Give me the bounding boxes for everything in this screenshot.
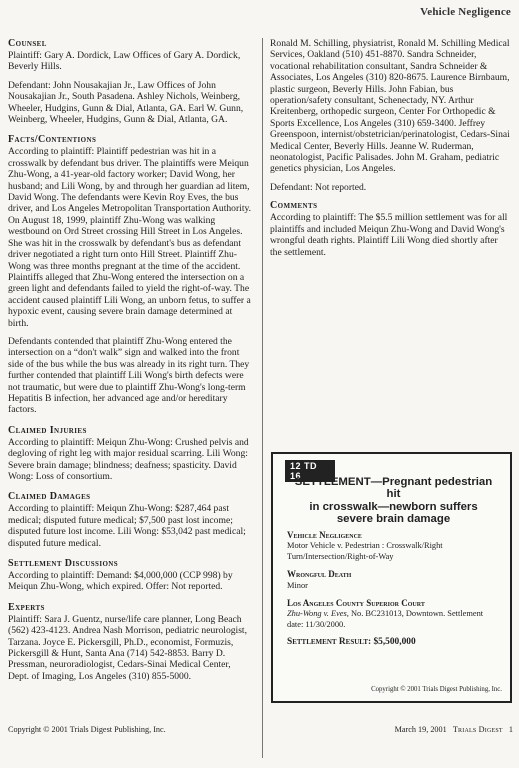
- comments-section: [270, 200, 510, 258]
- counsel-defendant: Defendant: John Nousakajian Jr., Law Offices of John Nousakajian Jr., South Pasadena. Ashley Nichols, Weinberg, Wheeler, Hudgins, Gunn & Dial, Atlanta, GA. Earl W. Gunn, Weinberg, Wheeler, Hudgins, Gunn & Dial, Atlanta, GA.: [8, 79, 244, 126]
- experts-text: Plaintiff: Sara J. Guentz, nurse/life care planner, Long Beach (562) 423-4123. Andrea Nash Morrison, pediatric neurologist, Tarzana. Joyce E. Pickersgill, Ph.D., economist, Formuzis, Pickersgill & Hunt, Santa Ana (714) 542-8853. Barry D. Pressman, neuroradiologist, Cedars-Sinai Medical Center, Dept. of Imaging, Los Angeles (310) 855-5000.: [8, 613, 247, 682]
- facts-defendant: Defendants contended that plaintiff Zhu-Wong entered the intersection on a “don't walk” sign and walked into the front side of the bus while the bus was already in its right turn. They further contended that plaintiff Lili Wong's birth defects were not traumatic, but were due to plaintiff Zhu-Wong's long-term Hepatitis B infection, her advanced age and/or hereditary factors.: [8, 335, 250, 416]
- result-value: $5,500,000: [371, 637, 416, 648]
- case-title: [291, 476, 496, 526]
- case-name: Zhu-Wong v. Eves,: [287, 609, 349, 619]
- case-category: [287, 530, 497, 562]
- counsel-plaintiff: Plaintiff: Gary A. Dordick, Law Offices of Gary A. Dordick, Beverly Hills.: [8, 50, 241, 73]
- counsel-section: [8, 38, 254, 125]
- column-divider: [262, 38, 263, 758]
- case-title-line-1: SETTLEMENT—Pregnant pedestrian hit: [294, 476, 493, 501]
- case-summary-box: [271, 452, 512, 703]
- subcategory-text: Minor: [287, 580, 308, 590]
- page-number: 1: [508, 725, 513, 734]
- damages-section: [8, 491, 254, 549]
- case-result: [287, 637, 497, 647]
- court-heading: Los Angeles County Superior Court: [287, 598, 425, 609]
- comments-heading: Comments: [270, 200, 318, 212]
- comments-text: According to plaintiff: The $5.5 million settlement was for all plaintiffs and included Meiqun Zhu-Wong and David Wong's wrongful death rights. Plaintiff Lili Wong died shortly after the settlement.: [270, 212, 508, 258]
- case-title-line-2: in crosswalk—newborn suffers: [309, 500, 478, 513]
- category-text: Motor Vehicle v. Pedestrian : Crosswalk/Right Turn/Intersection/Right-of-Way: [287, 541, 443, 561]
- result-label: Settlement Result:: [287, 637, 372, 648]
- injuries-text: According to plaintiff: Meiqun Zhu-Wong: Crushed pelvis and degloving of right leg with major residual scarring. Lili Wong: Severe brain damage; blindness; deafness; spasticity. David Wong: Loss of consortium.: [8, 436, 249, 482]
- settlement-text: According to plaintiff: Demand: $4,000,000 (CCP 998) by Meiqun Zhu-Wong, which expired. Offer: Not reported.: [8, 570, 233, 593]
- case-details: [287, 530, 497, 655]
- settlement-section: [8, 558, 254, 593]
- footer-date: March 19, 2001: [394, 725, 447, 734]
- right-column: [270, 38, 510, 267]
- case-code-badge: 12 TD 16: [285, 460, 335, 482]
- case-title-line-3: severe brain damage: [336, 513, 451, 526]
- court-details: No. BC231013, Downtown. Settlement date: 11/30/2000.: [287, 609, 484, 629]
- experts-continued: Ronald M. Schilling, physiatrist, Ronald M. Schilling Medical Services, Oakland (510) 451-8870. Sandra Schneider, vocational rehabilitation consultant, Sandra Schneider & Associates, Los Angeles (310) 820-8675. Laurence Birnbaum, plastic surgeon, Beverly Hills. John Fabian, bus operation/safety consultant, Schenectady, NY. Arthur Kreitenberg, orthopedic surgeon, Center For Orthopedic & Sports Excellence, Los Angeles (310) 659-3400. Jeffrey Greenspoon, internist/obstetrician/perinatologist, Cedars-Sinai Medical Center, Beverly Hills. Jeanne W. Ruderman, neonatologist, Pacific Palisades. John M. Graham, pediatric genetics physician, Los Angeles.: [270, 38, 510, 175]
- running-head: Vehicle Negligence: [420, 6, 511, 18]
- box-copyright: Copyright © 2001 Trials Digest Publishing, Inc.: [371, 686, 502, 693]
- category-heading: Vehicle Negligence: [287, 530, 362, 540]
- injuries-heading: Claimed Injuries: [8, 424, 87, 436]
- left-column: [8, 38, 254, 691]
- facts-plaintiff: According to plaintiff: Plaintiff pedestrian was hit in a crosswalk by defendant bus driver. The plaintiffs were Meiqun Zhu-Wong, a 41-year-old factory worker; David Wong, her husband; and Lili Wong, by and through her guardian ad litem, David Wong. The defendants were Kevin Roy Eves, the bus driver, and Los Angeles Metropolitan Transportation Authority. On August 18, 1999, plaintiff Zhu-Wong was walking westbound on Ord Street crossing Hill Street in Los Angeles. She was hit in the crosswalk by defendant's bus as defendant driver negotiated a right turn onto Hill Street. Plaintiff Zhu-Wong was three months pregnant at the time of the accident. Plaintiffs alleged that Zhu-Wong entered the intersection on a green light and defendants failed to yield the right-of-way. The accident caused plaintiff Lili Wong, an unborn fetus, to suffer a hypoxic event, causing severe brain damage determined at birth.: [8, 146, 252, 329]
- counsel-heading: Counsel: [8, 38, 47, 49]
- footer-publication-name: Trials Digest: [452, 725, 503, 734]
- case-subcategory: [287, 569, 497, 591]
- experts-section: [8, 602, 254, 682]
- footer-copyright: Copyright © 2001 Trials Digest Publishing, Inc.: [8, 725, 166, 734]
- injuries-section: [8, 425, 254, 483]
- settlement-heading: Settlement Discussions: [8, 558, 119, 570]
- case-court: [287, 598, 497, 630]
- subcategory-heading: Wrongful Death: [287, 569, 352, 580]
- footer-publication: [395, 725, 513, 734]
- damages-text: According to plaintiff: Meiqun Zhu-Wong: $287,464 past medical; disputed future medical; $7,500 past lost income; disputed future lost income. Lili Wong: $53,042 past medical; disputed future medical.: [8, 503, 246, 549]
- damages-heading: Claimed Damages: [8, 491, 91, 503]
- experts-heading: Experts: [8, 601, 45, 613]
- facts-section: [8, 134, 254, 415]
- facts-heading: Facts/Contentions: [8, 134, 97, 146]
- experts-defendant: Defendant: Not reported.: [270, 181, 367, 193]
